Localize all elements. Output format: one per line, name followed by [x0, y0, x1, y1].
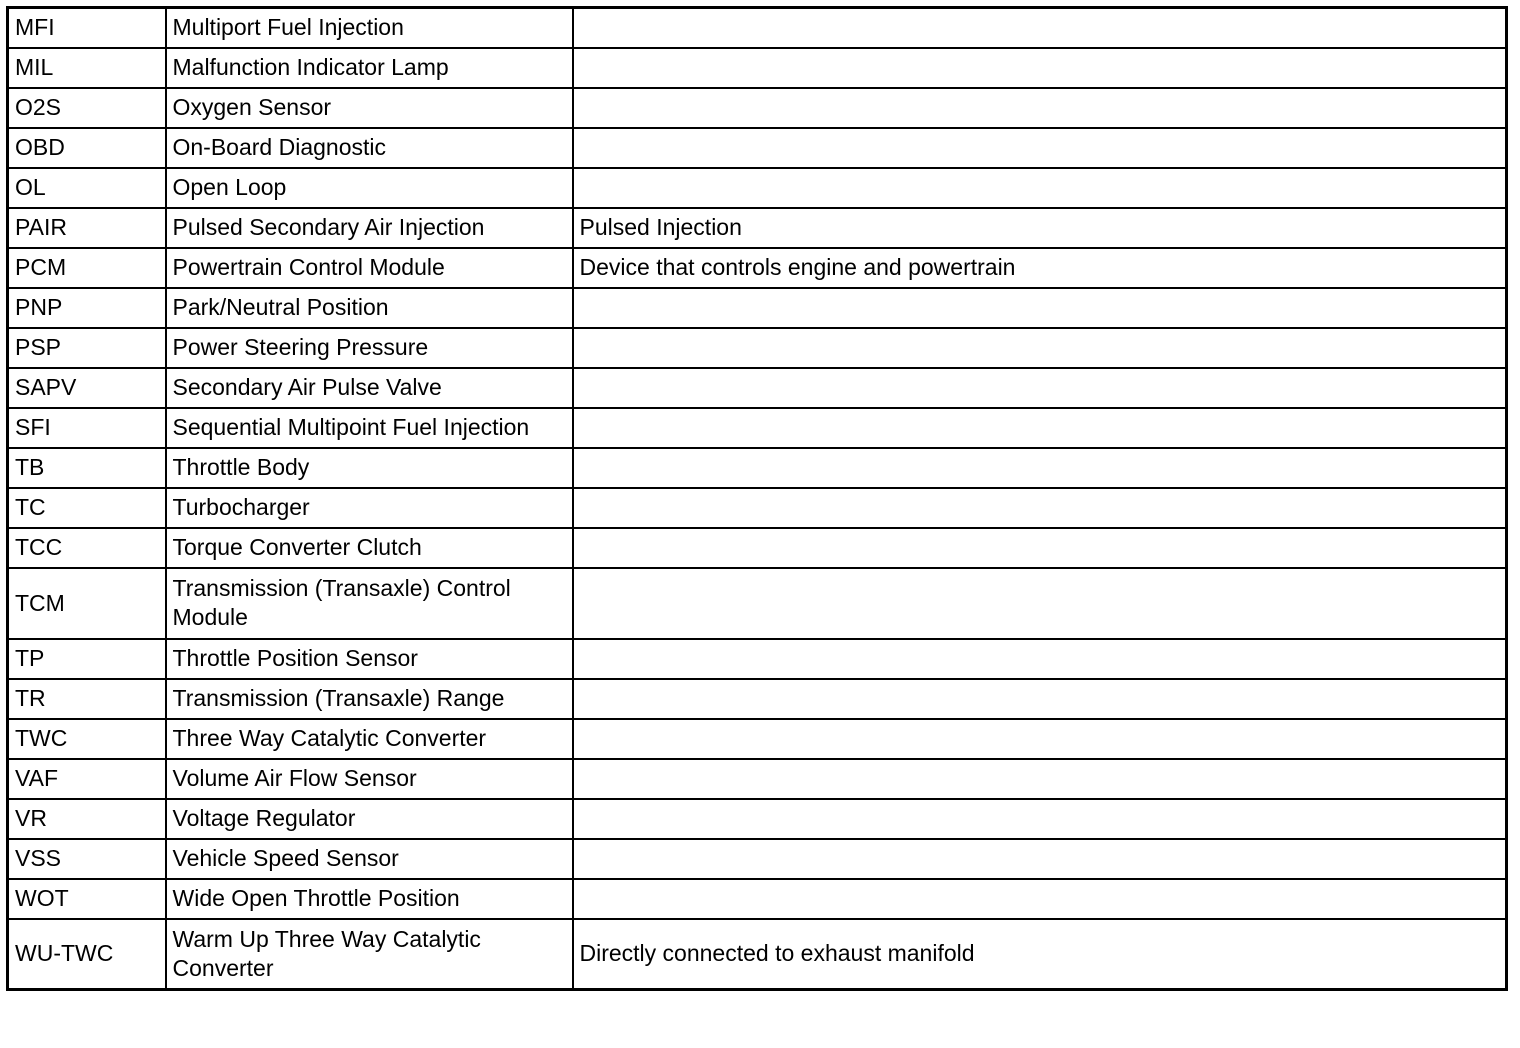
term-cell: Open Loop	[166, 168, 573, 208]
abbreviation-cell: MFI	[8, 8, 166, 48]
term-cell: Turbocharger	[166, 488, 573, 528]
note-cell	[573, 88, 1507, 128]
note-cell: Directly connected to exhaust manifold	[573, 919, 1507, 990]
abbreviation-cell: PNP	[8, 288, 166, 328]
table-row	[8, 719, 1507, 759]
abbreviations-table	[6, 6, 1508, 991]
note-cell	[573, 128, 1507, 168]
note-cell	[573, 679, 1507, 719]
table-row	[8, 799, 1507, 839]
table-row	[8, 288, 1507, 328]
table-row	[8, 759, 1507, 799]
abbreviation-cell: WOT	[8, 879, 166, 919]
note-cell	[573, 48, 1507, 88]
term-cell: Power Steering Pressure	[166, 328, 573, 368]
note-cell	[573, 719, 1507, 759]
note-cell	[573, 448, 1507, 488]
abbreviation-cell: TR	[8, 679, 166, 719]
table-row	[8, 48, 1507, 88]
term-cell: Three Way Catalytic Converter	[166, 719, 573, 759]
term-cell: Multiport Fuel Injection	[166, 8, 573, 48]
table-row	[8, 839, 1507, 879]
table-row	[8, 328, 1507, 368]
term-cell: Warm Up Three Way Catalytic Converter	[166, 919, 573, 990]
note-cell: Device that controls engine and powertrain	[573, 248, 1507, 288]
table-row	[8, 248, 1507, 288]
abbreviation-cell: TCM	[8, 568, 166, 639]
abbreviation-cell: VSS	[8, 839, 166, 879]
table-row	[8, 919, 1507, 990]
table-row	[8, 879, 1507, 919]
abbreviation-cell: OL	[8, 168, 166, 208]
table-row	[8, 88, 1507, 128]
term-cell: Transmission (Transaxle) Range	[166, 679, 573, 719]
note-cell	[573, 168, 1507, 208]
note-cell: Pulsed Injection	[573, 208, 1507, 248]
term-cell: Park/Neutral Position	[166, 288, 573, 328]
note-cell	[573, 639, 1507, 679]
table-row	[8, 679, 1507, 719]
term-cell: Sequential Multipoint Fuel Injection	[166, 408, 573, 448]
table-row	[8, 128, 1507, 168]
term-cell: Secondary Air Pulse Valve	[166, 368, 573, 408]
note-cell	[573, 328, 1507, 368]
abbreviation-cell: SAPV	[8, 368, 166, 408]
abbreviation-cell: MIL	[8, 48, 166, 88]
term-cell: Throttle Body	[166, 448, 573, 488]
term-cell: Oxygen Sensor	[166, 88, 573, 128]
abbreviation-cell: PAIR	[8, 208, 166, 248]
term-cell: Throttle Position Sensor	[166, 639, 573, 679]
table-row	[8, 8, 1507, 48]
table-row	[8, 488, 1507, 528]
term-cell: Transmission (Transaxle) Control Module	[166, 568, 573, 639]
abbreviation-cell: SFI	[8, 408, 166, 448]
note-cell	[573, 8, 1507, 48]
table-row	[8, 368, 1507, 408]
term-cell: Volume Air Flow Sensor	[166, 759, 573, 799]
table-row	[8, 448, 1507, 488]
note-cell	[573, 568, 1507, 639]
note-cell	[573, 528, 1507, 568]
note-cell	[573, 799, 1507, 839]
term-cell: On-Board Diagnostic	[166, 128, 573, 168]
table-row	[8, 168, 1507, 208]
table-row	[8, 208, 1507, 248]
table-row	[8, 639, 1507, 679]
abbreviation-cell: TP	[8, 639, 166, 679]
abbreviation-cell: O2S	[8, 88, 166, 128]
table-row	[8, 528, 1507, 568]
note-cell	[573, 879, 1507, 919]
term-cell: Powertrain Control Module	[166, 248, 573, 288]
table-row	[8, 408, 1507, 448]
note-cell	[573, 759, 1507, 799]
note-cell	[573, 488, 1507, 528]
term-cell: Wide Open Throttle Position	[166, 879, 573, 919]
note-cell	[573, 408, 1507, 448]
abbreviation-cell: TC	[8, 488, 166, 528]
abbreviation-cell: OBD	[8, 128, 166, 168]
abbreviation-cell: PCM	[8, 248, 166, 288]
abbreviation-cell: WU-TWC	[8, 919, 166, 990]
table-row	[8, 568, 1507, 639]
abbreviation-cell: VAF	[8, 759, 166, 799]
note-cell	[573, 839, 1507, 879]
abbreviation-cell: PSP	[8, 328, 166, 368]
abbreviation-cell: TCC	[8, 528, 166, 568]
term-cell: Vehicle Speed Sensor	[166, 839, 573, 879]
note-cell	[573, 288, 1507, 328]
abbreviation-cell: VR	[8, 799, 166, 839]
term-cell: Pulsed Secondary Air Injection	[166, 208, 573, 248]
term-cell: Torque Converter Clutch	[166, 528, 573, 568]
abbreviation-cell: TB	[8, 448, 166, 488]
term-cell: Malfunction Indicator Lamp	[166, 48, 573, 88]
abbreviations-table-body	[8, 8, 1507, 990]
term-cell: Voltage Regulator	[166, 799, 573, 839]
abbreviation-cell: TWC	[8, 719, 166, 759]
note-cell	[573, 368, 1507, 408]
